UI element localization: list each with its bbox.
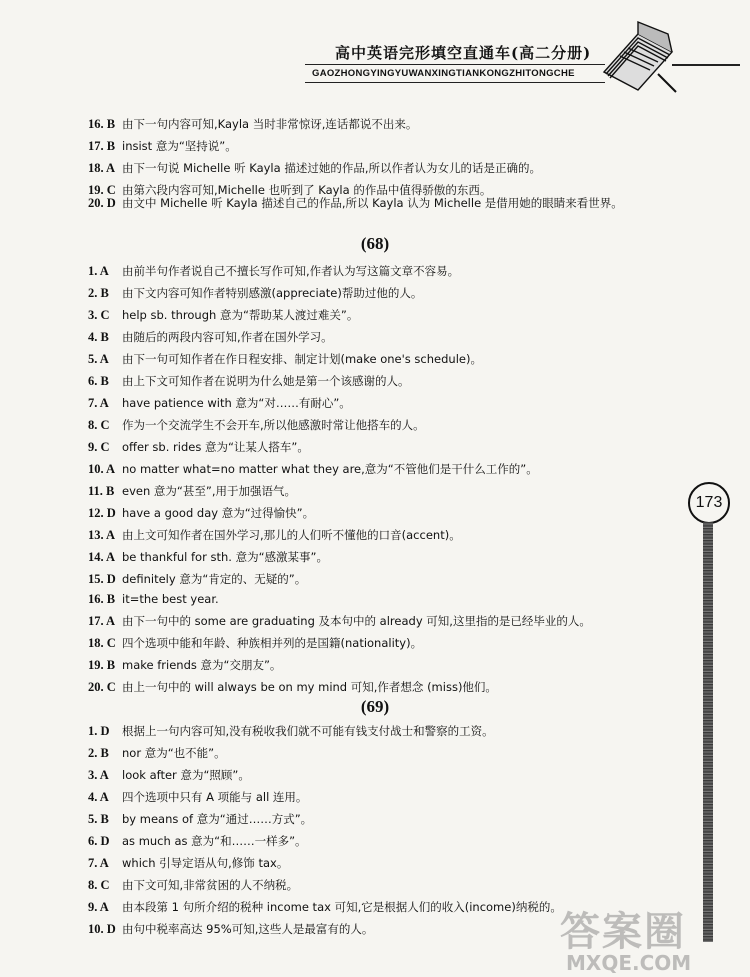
watermark-logo xyxy=(560,900,691,975)
list-item: 16. B it=the best year. xyxy=(88,592,219,606)
list-item: 9. A 由本段第 1 句所介绍的税种 income tax 可知,它是根据人们的收入(income)纳税的。 xyxy=(88,900,562,914)
list-item: 3. C help sb. through 意为“帮助某人渡过难关”。 xyxy=(88,308,359,322)
list-item: 5. B by means of 意为“通过……方式”。 xyxy=(88,812,313,826)
book-title-pinyin: GAOZHONGYINGYUWANXINGTIANKONGZHITONGCHE xyxy=(312,68,575,79)
section-title: (69) xyxy=(360,697,390,716)
section-title: (68) xyxy=(360,234,390,253)
list-item: 12. D have a good day 意为“过得愉快”。 xyxy=(88,506,315,520)
list-item: 9. C offer sb. rides 意为“让某人搭车”。 xyxy=(88,440,309,454)
list-item: 10. D 由句中税率高达 95%可知,这些人是最富有的人。 xyxy=(88,922,374,936)
list-item: 6. D as much as 意为“和……一样多”。 xyxy=(88,834,307,848)
list-item: 16. B 由下一句内容可知,Kayla 当时非常惊讶,连话都说不出来。 xyxy=(88,117,418,131)
book-title: 高中英语完形填空直通车(高二分册) xyxy=(335,44,592,62)
page-number: 173 xyxy=(688,482,730,524)
list-item: 19. C 由第六段内容可知,Michelle 也听到了 Kayla 的作品中值得骄傲的东西。 xyxy=(88,183,492,197)
list-item: 11. B even 意为“甚至”,用于加强语气。 xyxy=(88,484,296,498)
list-item: 14. A be thankful for sth. 意为“感激某事”。 xyxy=(88,550,328,564)
list-item: 4. A 四个选项中只有 A 项能与 all 连用。 xyxy=(88,790,308,804)
list-item: 20. C 由上一句中的 will always be on my mind 可知,作者想念 (miss)他们。 xyxy=(88,680,497,694)
list-item: 19. B make friends 意为“交朋友”。 xyxy=(88,658,282,672)
list-item: 20. D 由文中 Michelle 听 Kayla 描述自己的作品,所以 Kayla 认为 Michelle 是借用她的眼睛来看世界。 xyxy=(88,196,623,210)
watermark-text-en: MXQE.COM xyxy=(566,951,692,975)
list-item: 4. B 由随后的两段内容可知,作者在国外学习。 xyxy=(88,330,333,344)
list-item: 17. B insist 意为“坚持说”。 xyxy=(88,139,237,153)
list-item: 5. A 由下一句可知作者在作日程安排、制定计划(make one's schedule)。 xyxy=(88,352,482,366)
page-edge-strip xyxy=(703,522,713,942)
list-item: 17. A 由下一句中的 some are graduating 及本句中的 already 可知,这里指的是已经毕业的人。 xyxy=(88,614,591,628)
list-item: 7. A which 引导定语从句,修饰 tax。 xyxy=(88,856,289,870)
list-item: 1. A 由前半句作者说自己不擅长写作可知,作者认为写这篇文章不容易。 xyxy=(88,264,460,278)
list-item: 18. C 四个选项中能和年龄、种族相并列的是国籍(nationality)。 xyxy=(88,636,423,650)
list-item: 15. D definitely 意为“肯定的、无疑的”。 xyxy=(88,572,307,586)
list-item: 18. A 由下一句说 Michelle 听 Kayla 描述过她的作品,所以作者认为女儿的话是正确的。 xyxy=(88,161,541,175)
list-item: 13. A 由上文可知作者在国外学习,那儿的人们听不懂他的口音(accent)。 xyxy=(88,528,461,542)
list-item: 6. B 由上下文可知作者在说明为什么她是第一个该感谢的人。 xyxy=(88,374,410,388)
list-item: 2. B 由下文内容可知作者特别感激(appreciate)帮助过他的人。 xyxy=(88,286,423,300)
list-item: 8. C 由下文可知,非常贫困的人不纳税。 xyxy=(88,878,299,892)
list-item: 8. C 作为一个交流学生不会开车,所以他感激时常让他搭车的人。 xyxy=(88,418,425,432)
list-item: 3. A look after 意为“照顾”。 xyxy=(88,768,250,782)
list-item: 7. A have patience with 意为“对……有耐心”。 xyxy=(88,396,351,410)
list-item: 2. B nor 意为“也不能”。 xyxy=(88,746,226,760)
list-item: 10. A no matter what=no matter what they are,意为“不管他们是干什么工作的”。 xyxy=(88,462,538,476)
watermark-text-cn: 答案圈 xyxy=(560,909,686,955)
list-item: 1. D 根据上一句内容可知,没有税收我们就不可能有钱支付战士和警察的工资。 xyxy=(88,724,494,738)
